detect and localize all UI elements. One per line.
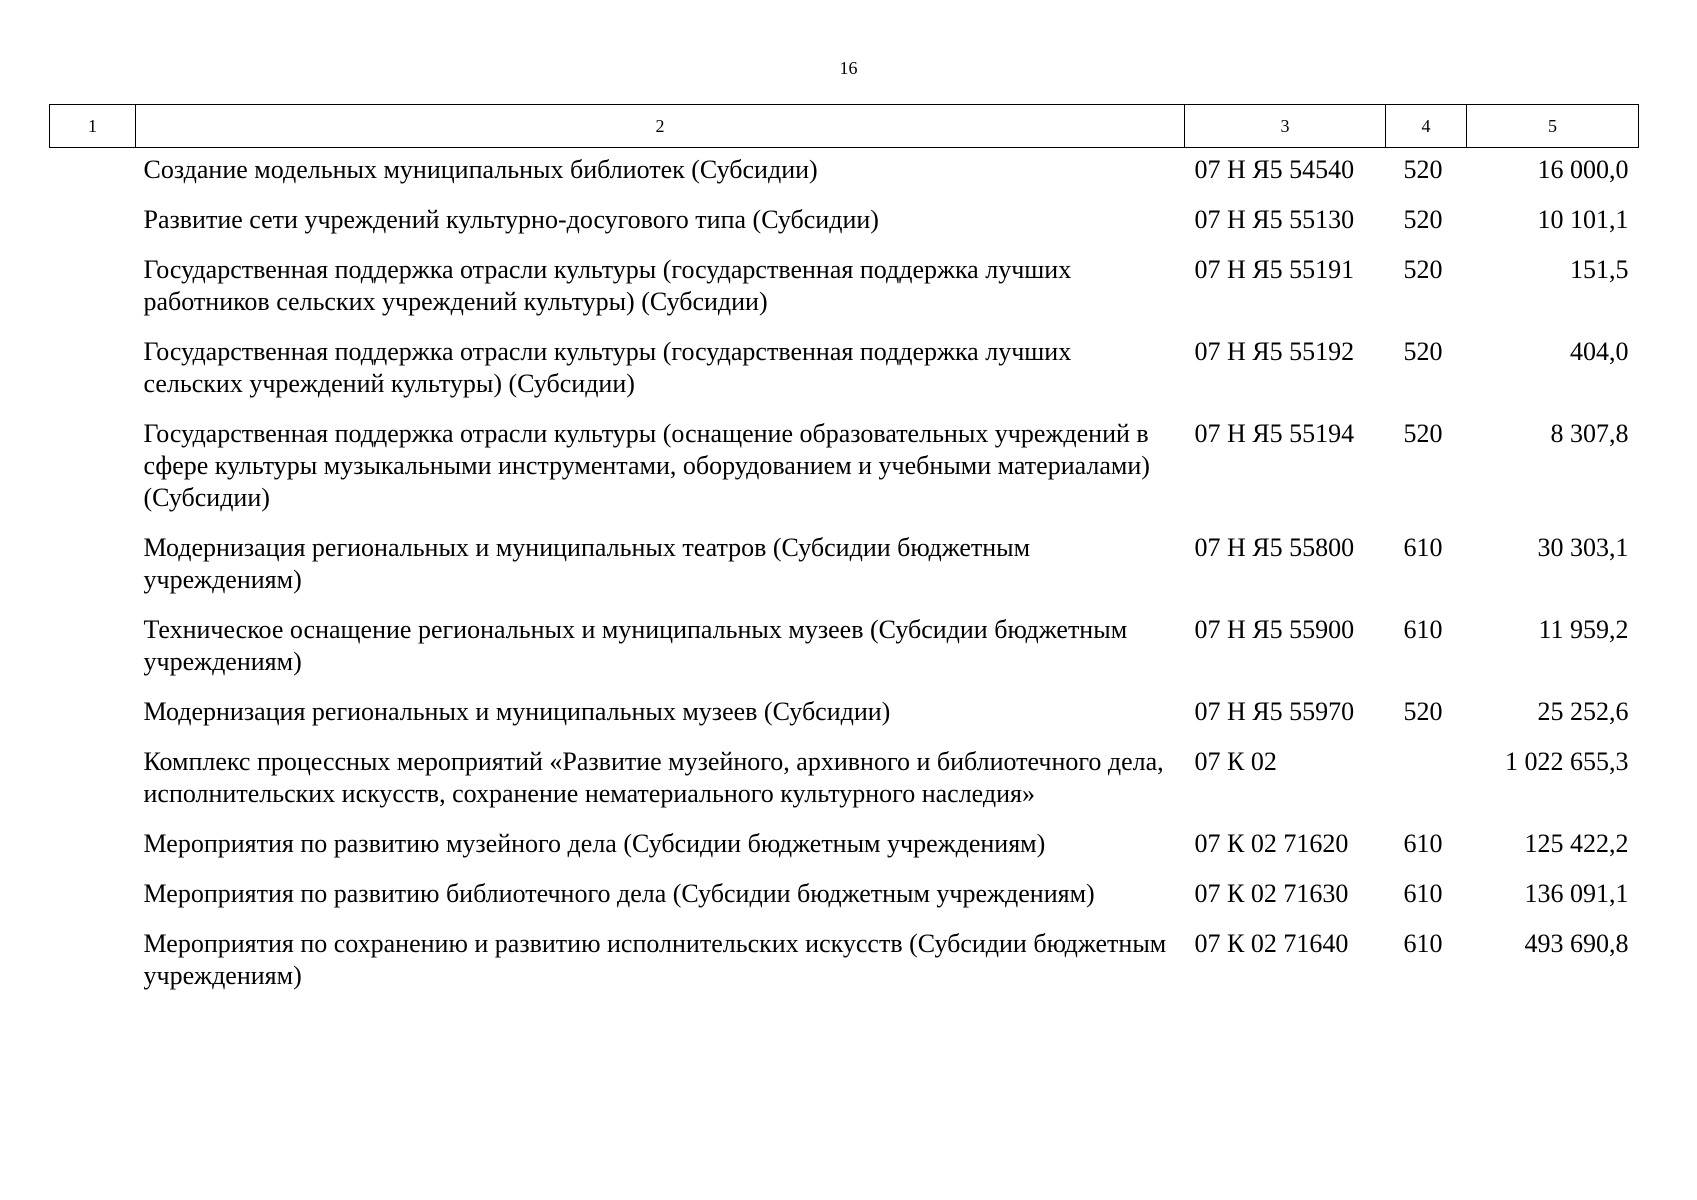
table-row	[50, 327, 1639, 409]
table-row	[50, 919, 1639, 1001]
row-expense-type: 610	[1403, 929, 1443, 958]
row-name: Государственная поддержка отрасли культуры (оснащение образовательных учреждений в сфере культуры музыкальными инструментами, оборудованием и учебными материалами) (Субсидии)	[143, 419, 1150, 512]
row-code: 07 К 02 71640	[1194, 929, 1349, 958]
row-name: Государственная поддержка отрасли культуры (государственная поддержка лучших работников сельских учреждений культуры) (Субсидии)	[143, 255, 1072, 316]
row-amount: 30 303,1	[1537, 533, 1629, 562]
row-amount: 136 091,1	[1524, 879, 1629, 908]
table-row	[50, 409, 1639, 523]
row-amount: 125 422,2	[1524, 829, 1629, 858]
row-expense-type: 520	[1403, 697, 1443, 726]
row-expense-type: 520	[1403, 205, 1443, 234]
row-number-cell	[50, 819, 136, 869]
row-code: 07 Н Я5 55191	[1194, 255, 1355, 284]
row-code: 07 Н Я5 55130	[1194, 205, 1355, 234]
header-col-2: 2	[136, 105, 1185, 148]
row-expense-type: 520	[1403, 255, 1443, 284]
row-name: Модернизация региональных и муниципальных музеев (Субсидии)	[143, 697, 891, 726]
page-number: 16	[839, 58, 858, 78]
row-number-cell	[50, 687, 136, 737]
row-amount: 10 101,1	[1537, 205, 1629, 234]
row-number-cell	[50, 919, 136, 1001]
row-code: 07 Н Я5 55900	[1194, 615, 1355, 644]
row-number-cell	[50, 409, 136, 523]
row-name: Техническое оснащение региональных и муниципальных музеев (Субсидии бюджетным учреждениям)	[143, 615, 1128, 676]
row-number-cell	[50, 148, 136, 196]
table-row	[50, 605, 1639, 687]
row-amount: 493 690,8	[1524, 929, 1629, 958]
row-amount: 25 252,6	[1537, 697, 1629, 726]
table-row	[50, 523, 1639, 605]
header-col-1: 1	[50, 105, 136, 148]
row-expense-type: 610	[1403, 533, 1443, 562]
row-code: 07 К 02 71620	[1194, 829, 1349, 858]
row-number-cell	[50, 245, 136, 327]
row-code: 07 К 02 71630	[1194, 879, 1349, 908]
row-number-cell	[50, 327, 136, 409]
table-body	[50, 148, 1639, 1002]
row-amount: 1 022 655,3	[1505, 747, 1629, 776]
row-expense-type	[1386, 737, 1467, 819]
header-col-3: 3	[1185, 105, 1386, 148]
table-row	[50, 195, 1639, 245]
row-code: 07 Н Я5 55194	[1194, 419, 1355, 448]
table-row	[50, 737, 1639, 819]
row-number-cell	[50, 737, 136, 819]
row-expense-type: 610	[1403, 829, 1443, 858]
table-row	[50, 245, 1639, 327]
row-code: 07 Н Я5 55970	[1194, 697, 1355, 726]
row-expense-type: 520	[1403, 419, 1443, 448]
row-code: 07 Н Я5 55192	[1194, 337, 1355, 366]
row-number-cell	[50, 605, 136, 687]
row-number-cell	[50, 869, 136, 919]
row-name: Мероприятия по развитию библиотечного дела (Субсидии бюджетным учреждениям)	[143, 879, 1095, 908]
row-name: Развитие сети учреждений культурно-досугового типа (Субсидии)	[143, 205, 879, 234]
table-row	[50, 148, 1639, 196]
row-number-cell	[50, 195, 136, 245]
row-code: 07 К 02	[1194, 747, 1277, 776]
row-name: Комплекс процессных мероприятий «Развитие музейного, архивного и библиотечного дела, исполнительских искусств, сохранение нематериального культурного наследия»	[143, 747, 1164, 808]
row-code: 07 Н Я5 55800	[1194, 533, 1355, 562]
row-number-cell	[50, 523, 136, 605]
row-name: Мероприятия по сохранению и развитию исполнительских искусств (Субсидии бюджетным учреждениям)	[143, 929, 1167, 990]
header-col-5: 5	[1467, 105, 1639, 148]
row-name: Государственная поддержка отрасли культуры (государственная поддержка лучших сельских учреждений культуры) (Субсидии)	[143, 337, 1072, 398]
row-amount: 404,0	[1570, 337, 1629, 366]
header-col-4: 4	[1386, 105, 1467, 148]
row-expense-type: 610	[1403, 879, 1443, 908]
row-code: 07 Н Я5 54540	[1194, 155, 1355, 184]
table-header	[50, 105, 1639, 148]
table-row	[50, 687, 1639, 737]
row-name: Мероприятия по развитию музейного дела (Субсидии бюджетным учреждениям)	[143, 829, 1046, 858]
table-row	[50, 819, 1639, 869]
row-amount: 16 000,0	[1537, 155, 1629, 184]
row-expense-type: 520	[1403, 155, 1443, 184]
table-row	[50, 869, 1639, 919]
budget-table	[49, 104, 1639, 1001]
row-name: Модернизация региональных и муниципальных театров (Субсидии бюджетным учреждениям)	[143, 533, 1031, 594]
row-name: Создание модельных муниципальных библиотек (Субсидии)	[143, 155, 818, 184]
row-expense-type: 610	[1403, 615, 1443, 644]
row-amount: 11 959,2	[1538, 615, 1629, 644]
row-amount: 151,5	[1570, 255, 1629, 284]
row-expense-type: 520	[1403, 337, 1443, 366]
row-amount: 8 307,8	[1550, 419, 1629, 448]
header-row	[50, 105, 1639, 148]
